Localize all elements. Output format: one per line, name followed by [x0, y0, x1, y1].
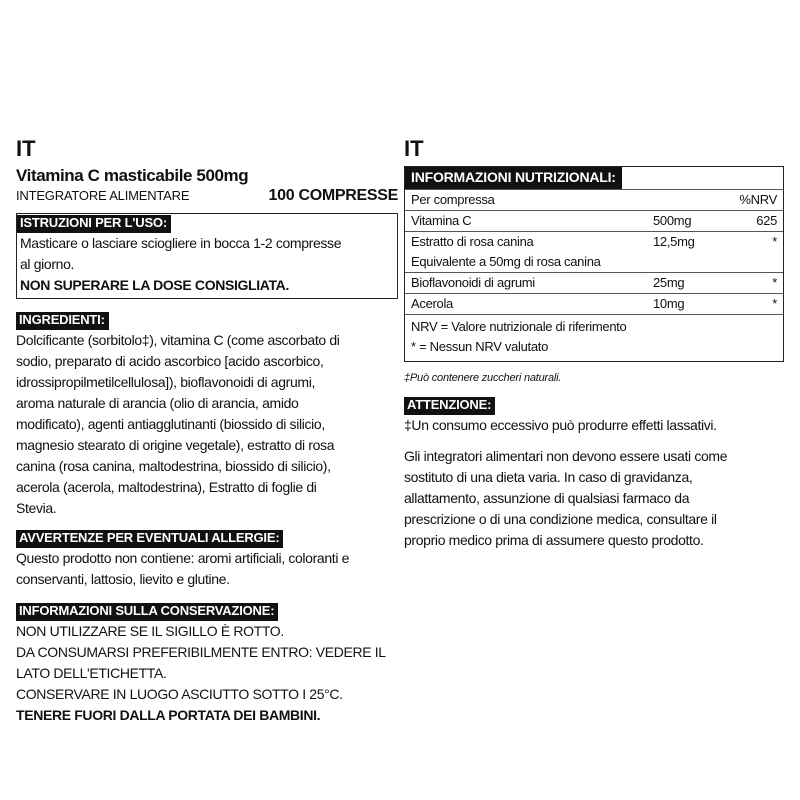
product-category: INTEGRATORE ALIMENTARE [16, 188, 190, 203]
children-warning: TENERE FUORI DALLA PORTATA DEI BAMBINI. [16, 707, 321, 723]
nrv-asterisk-note: * = Nessun NRV valutato [411, 339, 549, 354]
storage-section [16, 602, 398, 726]
advisory-line: allattamento, assunzione di qualsiasi farmaco da [404, 490, 690, 506]
nutrient-amount: 10mg [653, 296, 685, 311]
nutrition-section [404, 166, 784, 362]
storage-line: CONSERVARE IN LUOGO ASCIUTTO SOTTO I 25°C. [16, 686, 343, 702]
sugar-footnote: ‡Può contenere zuccheri naturali. [404, 372, 562, 384]
ingredients-line: magnesio stearato di origine vegetale), estratto di rosa [16, 437, 335, 453]
dose-warning: NON SUPERARE LA DOSE CONSIGLIATA. [20, 277, 289, 293]
advisory-line: prescrizione o di una condizione medica, consultare il [404, 511, 717, 527]
right-column [404, 136, 784, 551]
allergy-line: Questo prodotto non contiene: aromi artificiali, coloranti e [16, 550, 350, 566]
nutrient-amount: 12,5mg [653, 234, 695, 249]
attention-line: ‡Un consumo eccessivo può produrre effetti lassativi. [404, 417, 717, 433]
nutrition-heading: INFORMAZIONI NUTRIZIONALI: [405, 167, 622, 189]
nutrition-row [405, 273, 783, 294]
language-code: IT [16, 136, 36, 161]
ingredients-heading: INGREDIENTI: [16, 312, 109, 330]
product-title: Vitamina C masticabile 500mg [16, 166, 249, 185]
nutrient-amount: 25mg [653, 275, 685, 290]
storage-line: LATO DELL'ETICHETTA. [16, 665, 167, 681]
instructions-heading: ISTRUZIONI PER L'USO: [17, 215, 171, 233]
ingredients-text [16, 330, 398, 519]
left-column [16, 136, 398, 726]
nutrition-table [404, 166, 784, 362]
nutrition-row [405, 232, 783, 252]
per-tablet-label: Per compressa [411, 192, 495, 207]
nutrition-row [405, 294, 783, 315]
storage-heading: INFORMAZIONI SULLA CONSERVAZIONE: [16, 603, 278, 621]
advisory-line: sostituto di una dieta varia. In caso di gravidanza, [404, 469, 693, 485]
allergy-section [16, 529, 398, 590]
nutrient-name: Acerola [411, 296, 453, 311]
nutrient-nrv: * [772, 275, 777, 290]
ingredients-line: modificato), agenti antiagglutinanti (biossido di silicio, [16, 416, 325, 432]
advisory-line: Gli integratori alimentari non devono essere usati come [404, 448, 728, 464]
instructions-line: al giorno. [20, 256, 75, 272]
nutrient-amount [653, 252, 733, 272]
ingredients-line: acerola (acerola, maltodestrina), Estratto di foglie di [16, 479, 317, 495]
language-code: IT [404, 136, 424, 161]
nutrient-name: Equivalente a 50mg di rosa canina [411, 254, 601, 269]
ingredients-line: Dolcificante (sorbitolo‡), vitamina C (come ascorbato di [16, 332, 340, 348]
attention-section [404, 396, 784, 436]
nutrition-note [405, 315, 783, 337]
ingredients-line: aroma naturale di arancia (olio di arancia, amido [16, 395, 299, 411]
allergy-heading: AVVERTENZE PER EVENTUALI ALLERGIE: [16, 530, 283, 548]
nutrient-nrv: 625 [756, 213, 777, 228]
nrv-definition: NRV = Valore nutrizionale di riferimento [411, 319, 627, 334]
instructions-section [16, 213, 398, 299]
ingredients-line: canina (rosa canina, maltodestrina, biossido di silicio), [16, 458, 331, 474]
nutrient-nrv: * [772, 296, 777, 311]
nutrient-amount: 500mg [653, 213, 692, 228]
attention-heading: ATTENZIONE: [404, 397, 495, 415]
storage-line: NON UTILIZZARE SE IL SIGILLO È ROTTO. [16, 623, 284, 639]
nutrition-row [405, 211, 783, 232]
ingredients-section [16, 311, 398, 519]
instructions-line: Masticare o lasciare sciogliere in bocca 1-2 compresse [20, 235, 342, 251]
product-count: 100 COMPRESSE [268, 187, 398, 204]
ingredients-line: idrossipropilmetilcellulosa]), bioflavonoidi di agrumi, [16, 374, 316, 390]
ingredients-line: sodio, preparato di acido ascorbico [acido ascorbico, [16, 353, 324, 369]
allergy-line: conservanti, lattosio, lievito e glutine. [16, 571, 230, 587]
advisory-paragraph [404, 446, 784, 551]
instructions-box [16, 213, 398, 299]
nutrient-name: Bioflavonoidi di agrumi [411, 275, 535, 290]
nutrient-nrv: * [772, 234, 777, 249]
nutrition-note [405, 337, 783, 361]
nutrition-row [405, 252, 783, 273]
nutrient-name: Estratto di rosa canina [411, 234, 534, 249]
advisory-line: proprio medico prima di assumere questo prodotto. [404, 532, 704, 548]
product-subrow [16, 187, 398, 205]
ingredients-line: Stevia. [16, 500, 57, 516]
nutrition-header-row [405, 190, 783, 211]
nrv-column-label: %NRV [739, 192, 777, 207]
nutrient-nrv [733, 252, 777, 272]
storage-line: DA CONSUMARSI PREFERIBILMENTE ENTRO: VEDERE IL [16, 644, 386, 660]
nutrient-name: Vitamina C [411, 213, 472, 228]
